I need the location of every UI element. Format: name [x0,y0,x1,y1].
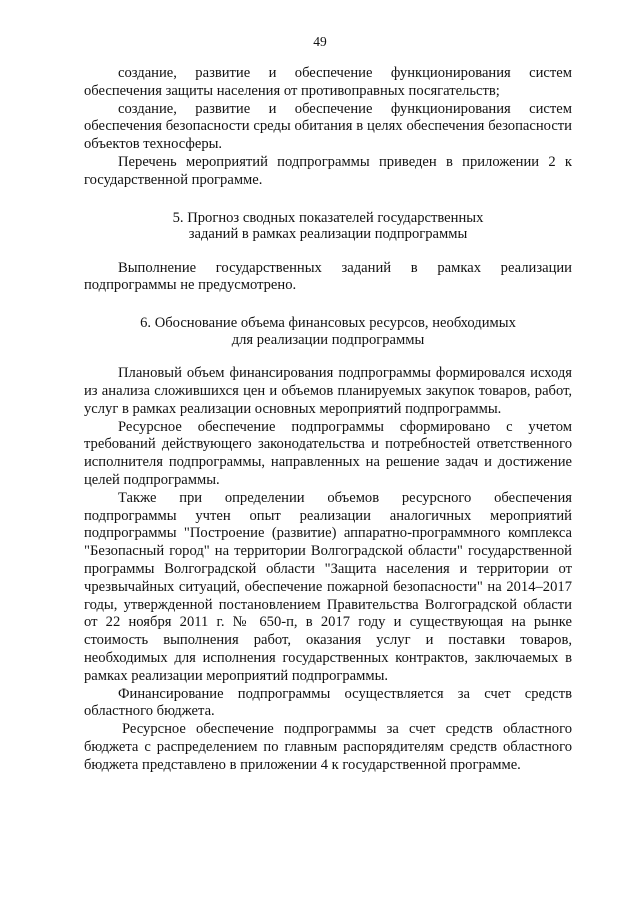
section-6-paragraph-3: Также при определении объемов ресурсного обеспечения подпрограммы учтен опыт реализации аналогичных мероприятий подпрограммы "Построение (развитие) аппаратно-программного комплекса "Безопасный город" на территории Волгоградской области" государственной программы Волгоградской области "Защита населения и территории от чрезвычайных ситуаций, обеспечение пожарной безопасности" на 2014–2017 годы, утвержденной постановлением Правительства Волгоградской области от 22 ноября 2011 г. № 650-п, в 2017 году и существующая на рынке стоимость выполнения работ, оказания услуг и поставки товаров, необходимых для исполнения государственных контрактов, заключаемых в рамках реализации мероприятий подпрограммы. [84,489,572,684]
section-5-paragraph-1: Выполнение государственных заданий в рамках реализации подпрограммы не предусмотрено. [84,259,572,294]
section-5-heading [84,210,572,243]
paragraph-intro-3: Перечень мероприятий подпрограммы приведен в приложении 2 к государственной программе. [84,153,572,188]
paragraph-intro-1: создание, развитие и обеспечение функционирования систем обеспечения защиты населения от противоправных посягательств; [84,65,572,99]
section-6-heading-line-1: 6. Обоснование объема финансовых ресурсов, необходимых [140,315,516,332]
section-6-paragraph-2: Ресурсное обеспечение подпрограммы сформировано с учетом требований действующего законодательства и потребностей ответственного исполнителя подпрограммы, направленных на решение задач и достижение целей подпрограммы. [84,418,572,488]
section-6-heading [84,315,572,348]
page-number: 49 [313,34,327,49]
section-6-heading-line-2: для реализации подпрограммы [231,331,425,348]
section-6-paragraph-4: Финансирование подпрограммы осуществляется за счет средств областного бюджета. [84,685,572,720]
section-5-heading-line-2: заданий в рамках реализации подпрограммы [188,226,468,243]
section-6-paragraph-5: Ресурсное обеспечение подпрограммы за счет средств областного бюджета с распределением по главным распорядителям средств областного бюджета представлено в приложении 4 к государственной программе. [84,721,572,773]
section-5-heading-line-1: 5. Прогноз сводных показателей государственных [172,209,484,226]
section-6-paragraph-1: Плановый объем финансирования подпрограммы формировался исходя из анализа сложившихся цен и объемов планируемых закупок товаров, работ, услуг в рамках реализации основных мероприятий подпрограммы. [84,365,572,417]
document-body [84,65,572,775]
paragraph-intro-2: создание, развитие и обеспечение функционирования систем обеспечения безопасности среды обитания в целях обеспечения безопасности объектов техносферы. [84,100,572,153]
